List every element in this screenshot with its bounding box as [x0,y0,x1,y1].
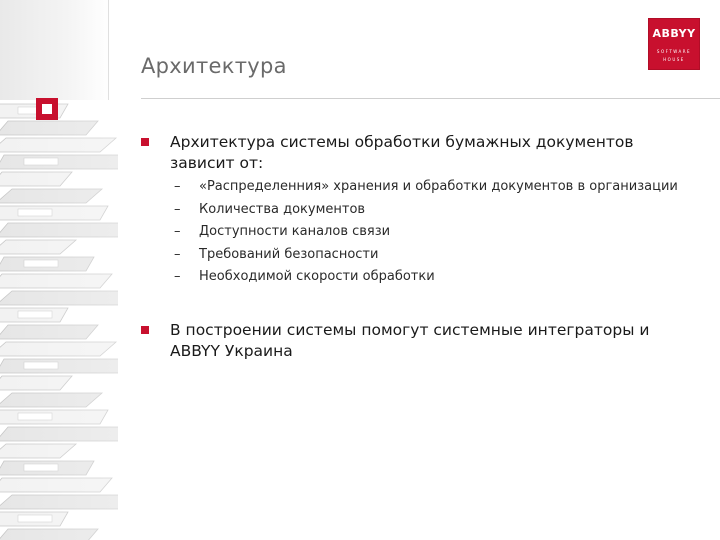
dash-icon: – [174,224,181,239]
sub-item-text: Требований безопасности [199,246,379,262]
sub-item [141,268,701,285]
bullet-square-icon [141,138,149,146]
slide-title: Архитектура [141,54,287,78]
red-square-inner [42,104,52,114]
bullet-item-architecture [141,132,701,174]
bullet-text: Архитектура системы обработки бумажных документов зависит от: [170,133,634,172]
sub-item-text: Доступности каналов связи [199,224,391,239]
header-panel [0,0,720,100]
dash-icon: – [174,179,181,194]
logo-subtitle-line2: HOUSE [663,57,685,62]
sub-item [141,223,701,240]
sub-list [141,178,701,285]
dash-icon: – [174,269,181,284]
dash-icon: – [174,201,181,217]
sub-item [141,201,701,218]
bullet-item-integrators [141,320,701,362]
slide-content [141,132,701,362]
spacer [141,291,701,320]
sub-item-text: «Распределенния» хранения и обработки документов в организации [199,179,678,194]
red-square-marker [36,98,58,120]
bullet-text: В построении системы помогут системные интеграторы и ABBYY Украина [170,320,650,360]
logo-text: ABBYY [652,27,696,40]
header-divider [108,0,109,100]
sub-item-text: Количества документов [199,201,366,217]
dash-icon: – [174,246,181,262]
bullet-square-icon [141,326,149,334]
sub-item [141,178,701,195]
header-fade [0,0,110,100]
logo-subtitle-line1: SOFTWARE [656,49,692,54]
sub-item [141,246,701,263]
title-underline [141,98,720,99]
abbyy-logo [648,18,700,70]
sub-item-text: Необходимой скорости обработки [199,269,435,284]
